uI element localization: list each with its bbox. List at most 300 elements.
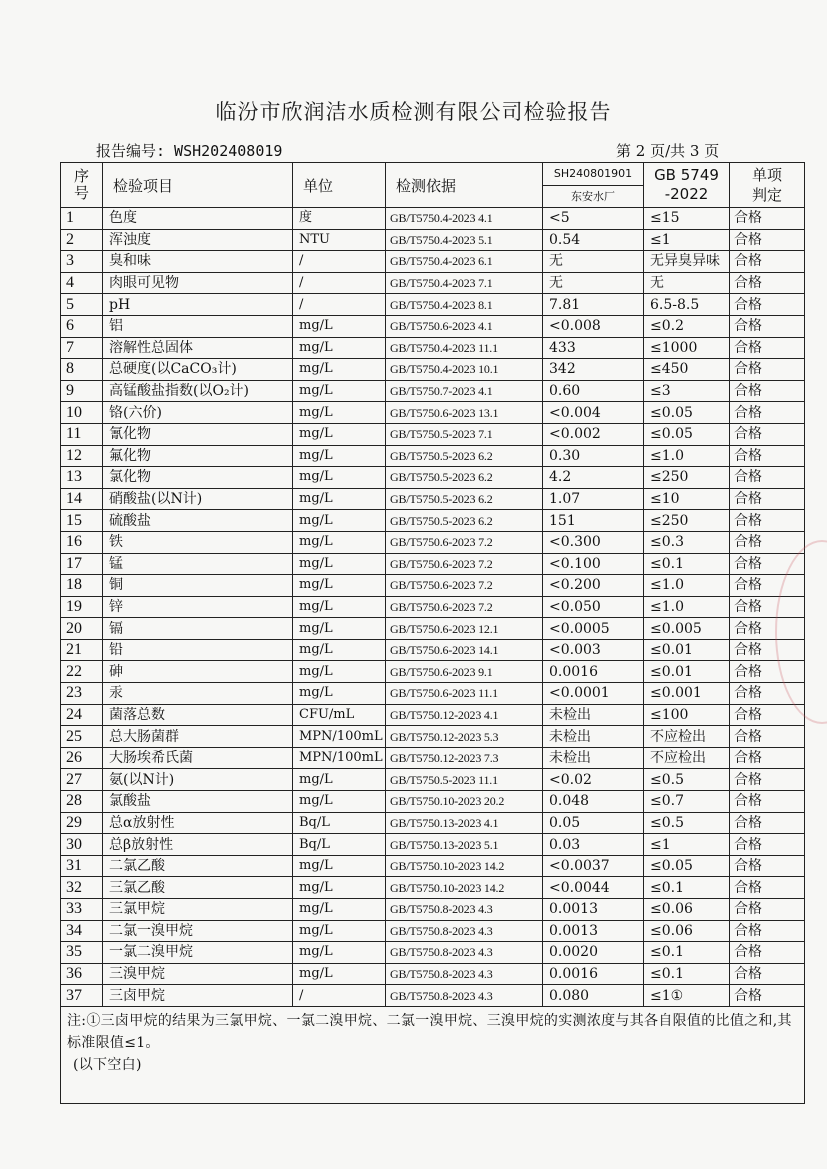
cell-item: 铝 <box>103 315 293 337</box>
cell-item: 臭和味 <box>103 251 293 273</box>
cell-limit: 无 <box>644 272 730 294</box>
cell-unit: mg/L <box>293 618 386 640</box>
cell-result: 4.2 <box>543 467 644 489</box>
header-judge <box>730 163 805 208</box>
cell-limit: ≤0.1 <box>644 877 730 899</box>
cell-seq: 18 <box>61 575 103 597</box>
cell-limit: ≤0.5 <box>644 769 730 791</box>
cell-result: <0.050 <box>543 596 644 618</box>
cell-judgement: 合格 <box>730 467 805 489</box>
cell-method: GB/T5750.10-2023 14.2 <box>386 877 543 899</box>
table-row <box>61 683 805 705</box>
cell-method: GB/T5750.6-2023 14.1 <box>386 639 543 661</box>
cell-judgement: 合格 <box>730 769 805 791</box>
cell-seq: 36 <box>61 963 103 985</box>
cell-seq: 28 <box>61 791 103 813</box>
cell-seq: 32 <box>61 877 103 899</box>
table-row <box>61 402 805 424</box>
cell-result: <0.008 <box>543 315 644 337</box>
cell-limit: ≤1.0 <box>644 596 730 618</box>
cell-method: GB/T5750.13-2023 5.1 <box>386 834 543 856</box>
cell-seq: 34 <box>61 920 103 942</box>
cell-method: GB/T5750.5-2023 6.2 <box>386 488 543 510</box>
cell-judgement: 合格 <box>730 596 805 618</box>
table-body <box>61 208 805 1007</box>
cell-limit: ≤250 <box>644 510 730 532</box>
cell-unit: mg/L <box>293 877 386 899</box>
cell-unit: mg/L <box>293 920 386 942</box>
table-row <box>61 963 805 985</box>
cell-result: <0.0001 <box>543 683 644 705</box>
page-number: 第 2 页/共 3 页 <box>616 142 720 160</box>
footnote: 注:①三卤甲烷的结果为三氯甲烷、一氯二溴甲烷、二氯一溴甲烷、三溴甲烷的实测浓度与其各自限值的比值之和,其标准限值≤1。 <box>67 1012 792 1051</box>
cell-unit: MPN/100mL <box>293 726 386 748</box>
cell-result: 433 <box>543 337 644 359</box>
cell-method: GB/T5750.8-2023 4.3 <box>386 899 543 921</box>
cell-method: GB/T5750.12-2023 4.1 <box>386 704 543 726</box>
cell-judgement: 合格 <box>730 208 805 230</box>
cell-unit: / <box>293 251 386 273</box>
cell-unit: mg/L <box>293 661 386 683</box>
table-row <box>61 812 805 834</box>
table-row <box>61 531 805 553</box>
cell-method: GB/T5750.6-2023 7.2 <box>386 596 543 618</box>
cell-limit: 6.5-8.5 <box>644 294 730 316</box>
cell-seq: 35 <box>61 942 103 964</box>
cell-unit: mg/L <box>293 315 386 337</box>
cell-method: GB/T5750.6-2023 7.2 <box>386 553 543 575</box>
table-row <box>61 877 805 899</box>
cell-result: 0.54 <box>543 229 644 251</box>
cell-item: 三溴甲烷 <box>103 963 293 985</box>
cell-result: 0.03 <box>543 834 644 856</box>
cell-result: 无 <box>543 272 644 294</box>
cell-item: 肉眼可见物 <box>103 272 293 294</box>
table-row <box>61 704 805 726</box>
cell-result: <0.0037 <box>543 855 644 877</box>
cell-seq: 12 <box>61 445 103 467</box>
cell-judgement: 合格 <box>730 747 805 769</box>
cell-item: 镉 <box>103 618 293 640</box>
table-row <box>61 985 805 1007</box>
table-row <box>61 661 805 683</box>
cell-method: GB/T5750.6-2023 11.1 <box>386 683 543 705</box>
cell-seq: 14 <box>61 488 103 510</box>
cell-method: GB/T5750.4-2023 4.1 <box>386 208 543 230</box>
cell-result: <0.200 <box>543 575 644 597</box>
cell-method: GB/T5750.5-2023 6.2 <box>386 467 543 489</box>
header-seq-line1: 序 <box>73 167 89 185</box>
cell-seq: 4 <box>61 272 103 294</box>
header-seq <box>61 163 103 208</box>
table-row <box>61 380 805 402</box>
header-standard-line1: GB 5749 <box>654 166 719 184</box>
cell-result: <0.300 <box>543 531 644 553</box>
header-sample <box>543 163 644 208</box>
cell-judgement: 合格 <box>730 510 805 532</box>
cell-item: 高锰酸盐指数(以O₂计) <box>103 380 293 402</box>
cell-item: 三卤甲烷 <box>103 985 293 1007</box>
cell-seq: 8 <box>61 359 103 381</box>
report-title: 临汾市欣润洁水质检测有限公司检验报告 <box>215 100 612 124</box>
cell-seq: 16 <box>61 531 103 553</box>
cell-unit: mg/L <box>293 963 386 985</box>
cell-limit: ≤3 <box>644 380 730 402</box>
cell-seq: 31 <box>61 855 103 877</box>
cell-item: 浑浊度 <box>103 229 293 251</box>
cell-item: 色度 <box>103 208 293 230</box>
cell-judgement: 合格 <box>730 942 805 964</box>
cell-limit: ≤0.005 <box>644 618 730 640</box>
cell-seq: 26 <box>61 747 103 769</box>
header-sample-name: 东安水厂 <box>571 190 615 204</box>
cell-seq: 21 <box>61 639 103 661</box>
cell-limit: ≤1.0 <box>644 445 730 467</box>
header-judge-line1: 单项 <box>751 166 782 184</box>
cell-result: 0.080 <box>543 985 644 1007</box>
cell-result: <0.003 <box>543 639 644 661</box>
cell-limit: ≤1① <box>644 985 730 1007</box>
cell-limit: ≤0.06 <box>644 899 730 921</box>
cell-unit: mg/L <box>293 402 386 424</box>
cell-judgement: 合格 <box>730 553 805 575</box>
cell-unit: mg/L <box>293 855 386 877</box>
cell-item: 硝酸盐(以N计) <box>103 488 293 510</box>
cell-result: 0.0013 <box>543 920 644 942</box>
cell-item: 大肠埃希氏菌 <box>103 747 293 769</box>
header-standard-line2: -2022 <box>664 185 709 203</box>
cell-method: GB/T5750.5-2023 7.1 <box>386 423 543 445</box>
cell-seq: 25 <box>61 726 103 748</box>
cell-judgement: 合格 <box>730 855 805 877</box>
table-row <box>61 251 805 273</box>
cell-result: 未检出 <box>543 726 644 748</box>
cell-item: 二氯乙酸 <box>103 855 293 877</box>
cell-unit: mg/L <box>293 791 386 813</box>
cell-judgement: 合格 <box>730 877 805 899</box>
cell-limit: ≤0.1 <box>644 553 730 575</box>
cell-limit: ≤0.1 <box>644 942 730 964</box>
cell-method: GB/T5750.5-2023 6.2 <box>386 510 543 532</box>
cell-unit: mg/L <box>293 423 386 445</box>
cell-limit: 不应检出 <box>644 747 730 769</box>
cell-method: GB/T5750.6-2023 7.2 <box>386 531 543 553</box>
table-row <box>61 855 805 877</box>
cell-result: 1.07 <box>543 488 644 510</box>
cell-item: 锌 <box>103 596 293 618</box>
cell-unit: mg/L <box>293 359 386 381</box>
cell-unit: MPN/100mL <box>293 747 386 769</box>
cell-seq: 23 <box>61 683 103 705</box>
table-row <box>61 315 805 337</box>
cell-judgement: 合格 <box>730 423 805 445</box>
cell-seq: 15 <box>61 510 103 532</box>
cell-limit: ≤1000 <box>644 337 730 359</box>
cell-judgement: 合格 <box>730 402 805 424</box>
cell-seq: 17 <box>61 553 103 575</box>
table-header-row <box>61 163 805 208</box>
cell-method: GB/T5750.10-2023 14.2 <box>386 855 543 877</box>
cell-limit: ≤10 <box>644 488 730 510</box>
cell-result: 0.0016 <box>543 661 644 683</box>
cell-seq: 7 <box>61 337 103 359</box>
cell-result: 342 <box>543 359 644 381</box>
cell-result: <0.0005 <box>543 618 644 640</box>
cell-unit: CFU/mL <box>293 704 386 726</box>
cell-seq: 1 <box>61 208 103 230</box>
cell-method: GB/T5750.6-2023 9.1 <box>386 661 543 683</box>
cell-result: 0.0020 <box>543 942 644 964</box>
note-row <box>61 1006 805 1103</box>
table-row <box>61 445 805 467</box>
cell-result: <0.004 <box>543 402 644 424</box>
cell-unit: 度 <box>293 208 386 230</box>
cell-item: 砷 <box>103 661 293 683</box>
cell-seq: 29 <box>61 812 103 834</box>
cell-judgement: 合格 <box>730 531 805 553</box>
cell-method: GB/T5750.8-2023 4.3 <box>386 942 543 964</box>
cell-method: GB/T5750.7-2023 4.1 <box>386 380 543 402</box>
table-row <box>61 294 805 316</box>
cell-method: GB/T5750.6-2023 12.1 <box>386 618 543 640</box>
cell-limit: ≤15 <box>644 208 730 230</box>
cell-seq: 3 <box>61 251 103 273</box>
cell-item: 硫酸盐 <box>103 510 293 532</box>
header-judge-line2: 判定 <box>751 186 782 204</box>
table-row <box>61 769 805 791</box>
cell-method: GB/T5750.12-2023 5.3 <box>386 726 543 748</box>
cell-method: GB/T5750.8-2023 4.3 <box>386 985 543 1007</box>
cell-method: GB/T5750.4-2023 11.1 <box>386 337 543 359</box>
cell-judgement: 合格 <box>730 920 805 942</box>
cell-unit: mg/L <box>293 380 386 402</box>
cell-item: 氨(以N计) <box>103 769 293 791</box>
cell-unit: mg/L <box>293 510 386 532</box>
table-row <box>61 726 805 748</box>
cell-item: 氯酸盐 <box>103 791 293 813</box>
cell-judgement: 合格 <box>730 229 805 251</box>
cell-limit: ≤0.01 <box>644 639 730 661</box>
cell-result: 0.0013 <box>543 899 644 921</box>
cell-limit: ≤0.001 <box>644 683 730 705</box>
cell-item: pH <box>103 294 293 316</box>
cell-method: GB/T5750.6-2023 7.2 <box>386 575 543 597</box>
cell-result: 无 <box>543 251 644 273</box>
cell-seq: 11 <box>61 423 103 445</box>
table-row <box>61 791 805 813</box>
cell-judgement: 合格 <box>730 575 805 597</box>
table-row <box>61 834 805 856</box>
cell-limit: ≤0.3 <box>644 531 730 553</box>
cell-judgement: 合格 <box>730 251 805 273</box>
cell-unit: mg/L <box>293 488 386 510</box>
table-row <box>61 618 805 640</box>
cell-unit: mg/L <box>293 596 386 618</box>
table-row <box>61 899 805 921</box>
cell-unit: Bq/L <box>293 812 386 834</box>
cell-item: 锰 <box>103 553 293 575</box>
cell-method: GB/T5750.4-2023 5.1 <box>386 229 543 251</box>
cell-judgement: 合格 <box>730 985 805 1007</box>
header-sample-id: SH240801901 <box>543 163 643 186</box>
cell-unit: mg/L <box>293 769 386 791</box>
cell-method: GB/T5750.5-2023 11.1 <box>386 769 543 791</box>
cell-unit: / <box>293 985 386 1007</box>
table-row <box>61 359 805 381</box>
cell-item: 铅 <box>103 639 293 661</box>
table-row <box>61 596 805 618</box>
cell-method: GB/T5750.13-2023 4.1 <box>386 812 543 834</box>
cell-method: GB/T5750.4-2023 8.1 <box>386 294 543 316</box>
cell-unit: / <box>293 294 386 316</box>
cell-method: GB/T5750.8-2023 4.3 <box>386 920 543 942</box>
table-row <box>61 747 805 769</box>
cell-item: 溶解性总固体 <box>103 337 293 359</box>
cell-result: <0.02 <box>543 769 644 791</box>
cell-result: <0.0044 <box>543 877 644 899</box>
table-row <box>61 337 805 359</box>
cell-limit: ≤1.0 <box>644 575 730 597</box>
cell-item: 铁 <box>103 531 293 553</box>
cell-item: 三氯乙酸 <box>103 877 293 899</box>
cell-judgement: 合格 <box>730 445 805 467</box>
cell-item: 总β放射性 <box>103 834 293 856</box>
cell-result: <0.002 <box>543 423 644 445</box>
cell-unit: mg/L <box>293 553 386 575</box>
cell-method: GB/T5750.6-2023 13.1 <box>386 402 543 424</box>
cell-judgement: 合格 <box>730 315 805 337</box>
cell-result: 0.05 <box>543 812 644 834</box>
cell-seq: 22 <box>61 661 103 683</box>
cell-judgement: 合格 <box>730 963 805 985</box>
cell-method: GB/T5750.4-2023 6.1 <box>386 251 543 273</box>
cell-result: 0.30 <box>543 445 644 467</box>
table-row <box>61 467 805 489</box>
cell-method: GB/T5750.8-2023 4.3 <box>386 963 543 985</box>
cell-result: <5 <box>543 208 644 230</box>
cell-seq: 33 <box>61 899 103 921</box>
cell-unit: Bq/L <box>293 834 386 856</box>
cell-limit: ≤0.06 <box>644 920 730 942</box>
header-method: 检测依据 <box>386 163 543 208</box>
cell-limit: 不应检出 <box>644 726 730 748</box>
table-row <box>61 942 805 964</box>
cell-result: <0.100 <box>543 553 644 575</box>
cell-result: 151 <box>543 510 644 532</box>
cell-result: 7.81 <box>543 294 644 316</box>
cell-item: 铜 <box>103 575 293 597</box>
cell-judgement: 合格 <box>730 359 805 381</box>
cell-unit: mg/L <box>293 899 386 921</box>
header-seq-line2: 号 <box>73 184 89 202</box>
cell-seq: 20 <box>61 618 103 640</box>
cell-judgement: 合格 <box>730 812 805 834</box>
cell-item: 氰化物 <box>103 423 293 445</box>
cell-judgement: 合格 <box>730 272 805 294</box>
cell-judgement: 合格 <box>730 380 805 402</box>
note-cell <box>61 1006 805 1103</box>
cell-method: GB/T5750.12-2023 7.3 <box>386 747 543 769</box>
cell-judgement: 合格 <box>730 704 805 726</box>
cell-seq: 5 <box>61 294 103 316</box>
cell-judgement: 合格 <box>730 726 805 748</box>
cell-unit: mg/L <box>293 337 386 359</box>
cell-unit: mg/L <box>293 467 386 489</box>
table-row <box>61 553 805 575</box>
cell-seq: 37 <box>61 985 103 1007</box>
cell-unit: mg/L <box>293 942 386 964</box>
cell-judgement: 合格 <box>730 791 805 813</box>
table-row <box>61 575 805 597</box>
table-row <box>61 488 805 510</box>
cell-method: GB/T5750.5-2023 6.2 <box>386 445 543 467</box>
cell-judgement: 合格 <box>730 683 805 705</box>
cell-method: GB/T5750.4-2023 7.1 <box>386 272 543 294</box>
cell-item: 总α放射性 <box>103 812 293 834</box>
cell-seq: 9 <box>61 380 103 402</box>
cell-item: 汞 <box>103 683 293 705</box>
table-row <box>61 639 805 661</box>
cell-unit: NTU <box>293 229 386 251</box>
report-number: 报告编号: WSH202408019 <box>96 142 283 160</box>
table-row <box>61 510 805 532</box>
cell-judgement: 合格 <box>730 294 805 316</box>
cell-limit: ≤100 <box>644 704 730 726</box>
cell-seq: 30 <box>61 834 103 856</box>
cell-method: GB/T5750.6-2023 4.1 <box>386 315 543 337</box>
cell-seq: 19 <box>61 596 103 618</box>
cell-judgement: 合格 <box>730 639 805 661</box>
cell-unit: mg/L <box>293 639 386 661</box>
cell-unit: mg/L <box>293 575 386 597</box>
cell-seq: 6 <box>61 315 103 337</box>
cell-item: 菌落总数 <box>103 704 293 726</box>
cell-limit: ≤0.01 <box>644 661 730 683</box>
cell-method: GB/T5750.4-2023 10.1 <box>386 359 543 381</box>
cell-judgement: 合格 <box>730 618 805 640</box>
cell-limit: ≤0.5 <box>644 812 730 834</box>
cell-limit: ≤250 <box>644 467 730 489</box>
header-item: 检验项目 <box>103 163 293 208</box>
cell-unit: mg/L <box>293 445 386 467</box>
cell-limit: ≤0.2 <box>644 315 730 337</box>
cell-limit: ≤0.05 <box>644 855 730 877</box>
cell-seq: 10 <box>61 402 103 424</box>
cell-result: 未检出 <box>543 704 644 726</box>
cell-result: 0.0016 <box>543 963 644 985</box>
blank-marker: (以下空白) <box>73 1056 142 1073</box>
cell-limit: ≤1 <box>644 229 730 251</box>
cell-limit: ≤450 <box>644 359 730 381</box>
cell-judgement: 合格 <box>730 488 805 510</box>
table-row <box>61 208 805 230</box>
cell-judgement: 合格 <box>730 337 805 359</box>
cell-seq: 24 <box>61 704 103 726</box>
cell-unit: / <box>293 272 386 294</box>
cell-limit: ≤0.7 <box>644 791 730 813</box>
header-standard <box>644 163 730 208</box>
cell-judgement: 合格 <box>730 834 805 856</box>
cell-limit: ≤0.05 <box>644 402 730 424</box>
cell-item: 总大肠菌群 <box>103 726 293 748</box>
cell-item: 一氯二溴甲烷 <box>103 942 293 964</box>
cell-seq: 2 <box>61 229 103 251</box>
cell-result: 0.048 <box>543 791 644 813</box>
table-row <box>61 272 805 294</box>
cell-judgement: 合格 <box>730 661 805 683</box>
cell-limit: 无异臭异味 <box>644 251 730 273</box>
cell-item: 氯化物 <box>103 467 293 489</box>
